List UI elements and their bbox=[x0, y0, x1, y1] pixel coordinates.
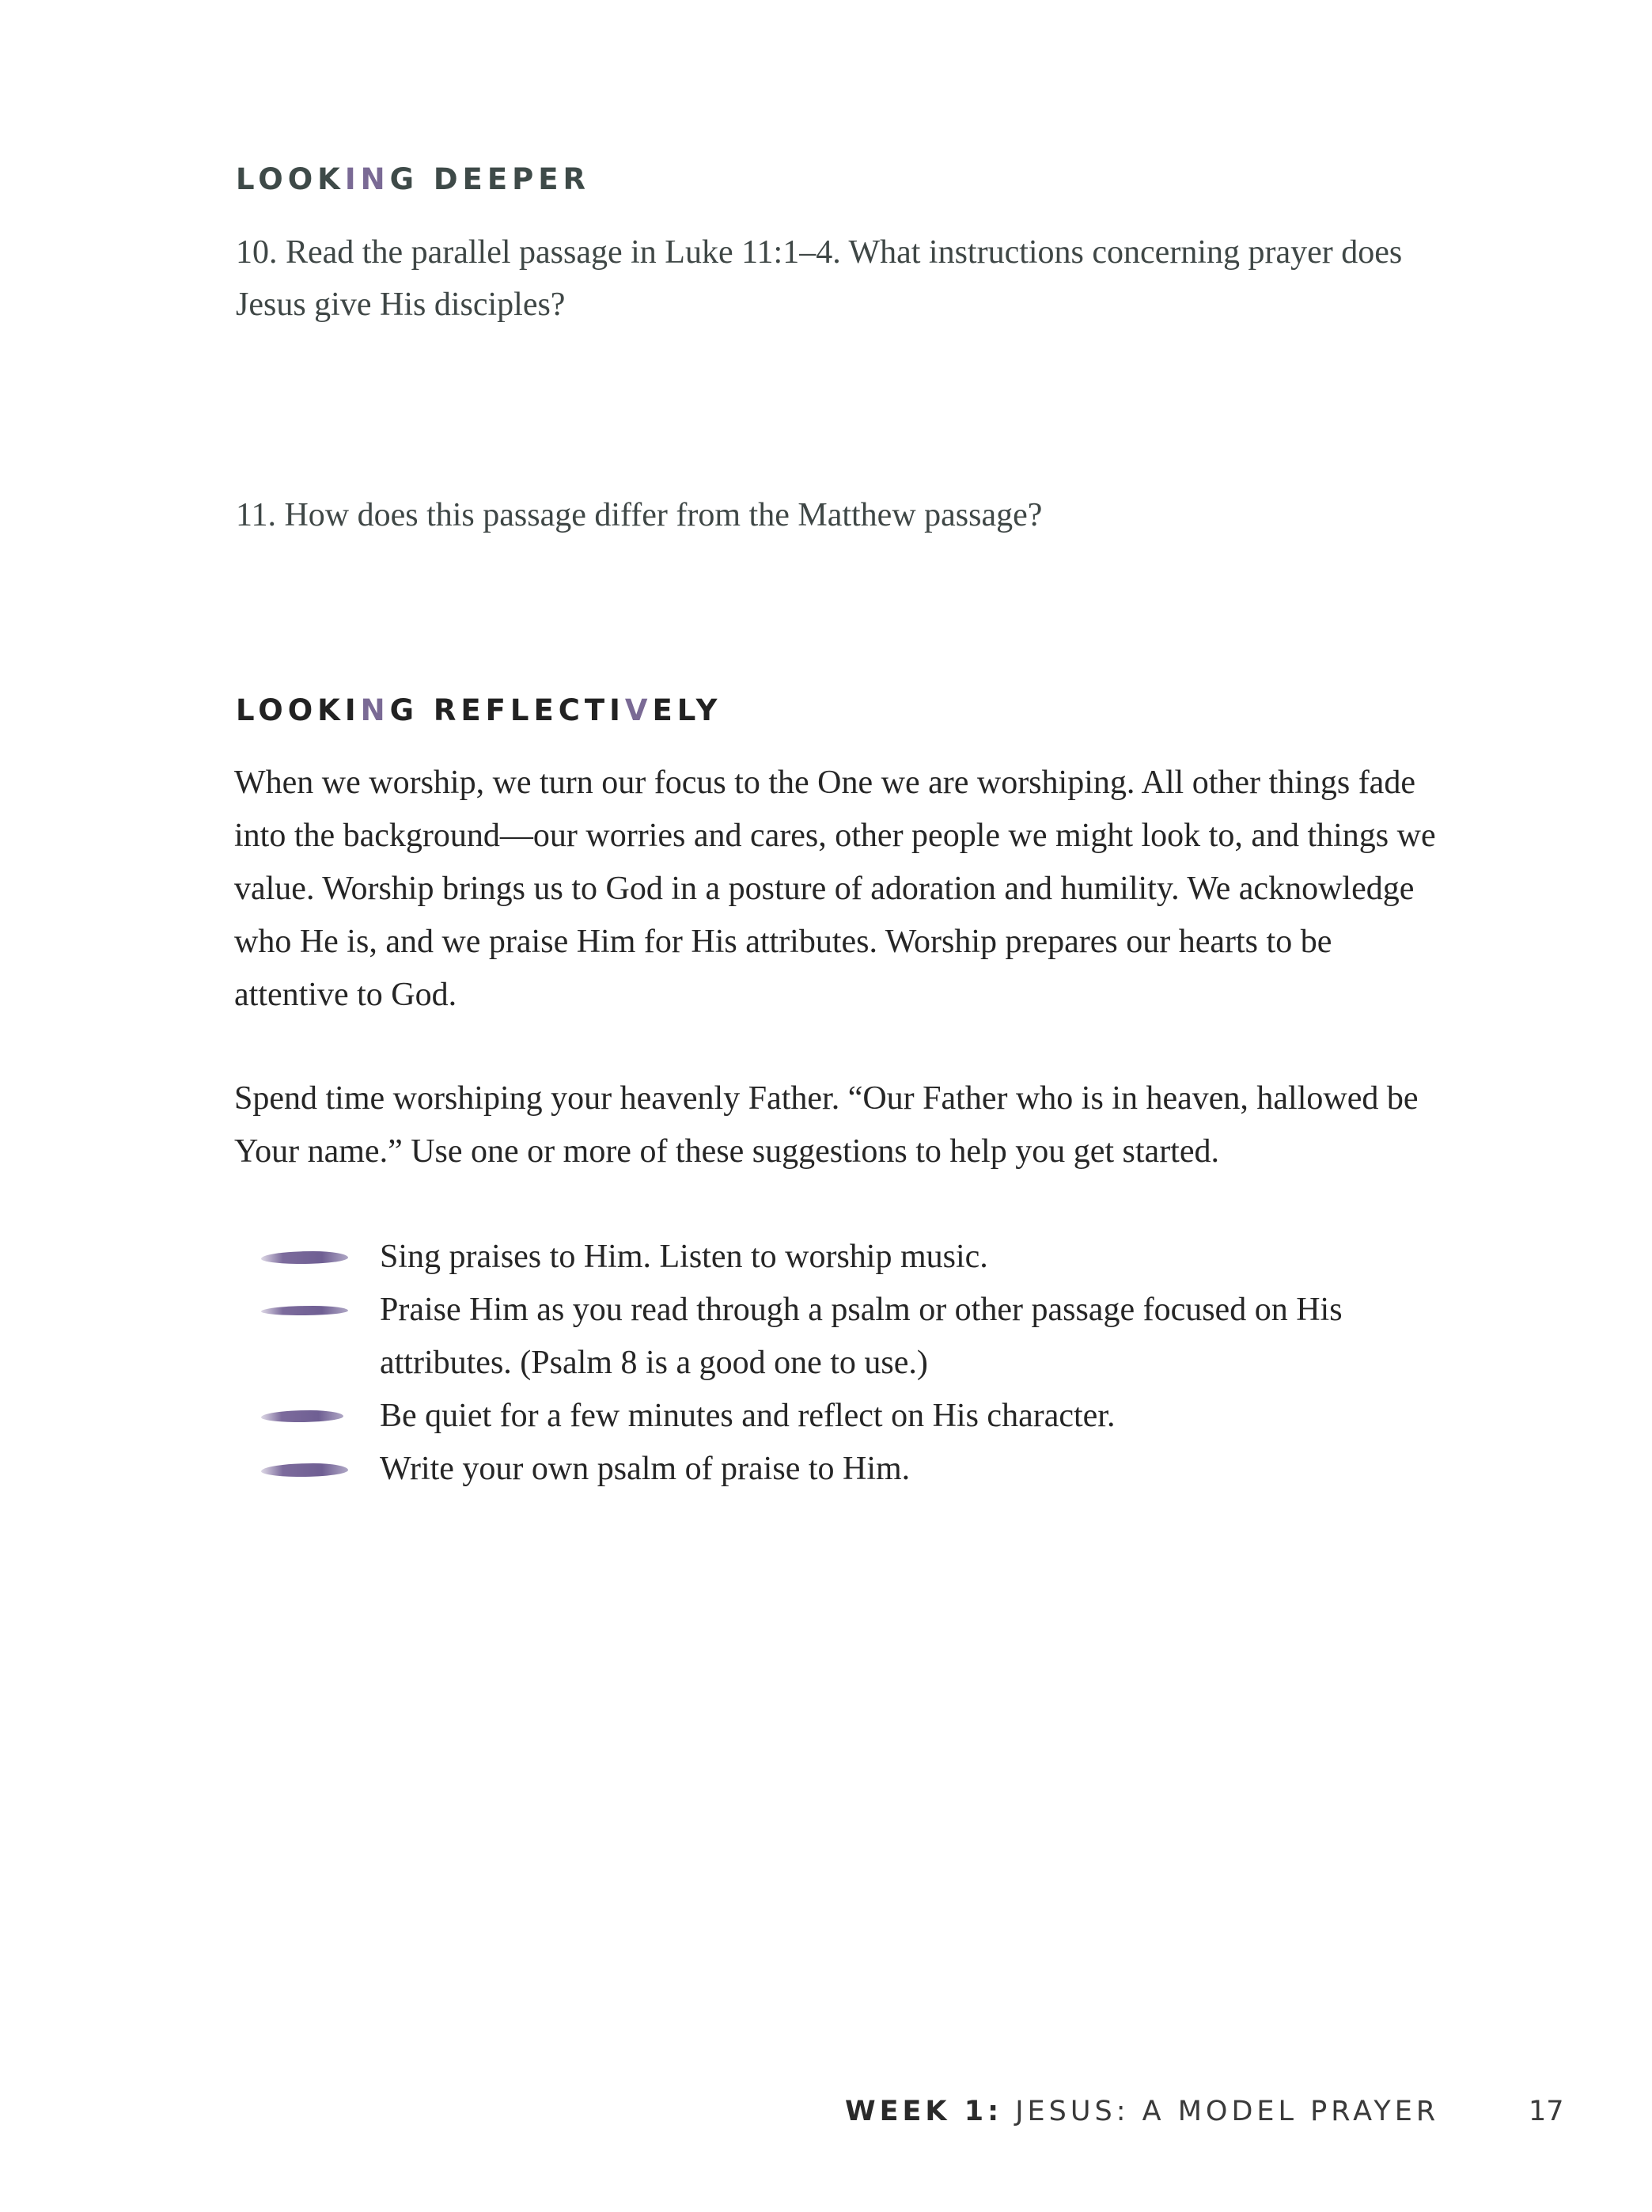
page-number: 17 bbox=[1529, 2096, 1564, 2127]
heading-accent-text: IN bbox=[344, 162, 390, 196]
list-item bbox=[261, 1284, 1448, 1390]
suggestion-text: Be quiet for a few minutes and reflect on His character. bbox=[380, 1398, 1116, 1434]
list-item bbox=[261, 1390, 1448, 1443]
running-footer bbox=[845, 2096, 1439, 2127]
worship-paragraph: When we worship, we turn our focus to the One we are worshiping. All other things fade into the background—our worries and cares, other people we might look to, and things we value. Worship brings us to God in a posture of adoration and humility. We acknowledge who He is, and we praise Him for His attributes. Worship prepares our hearts to be attentive to God. bbox=[234, 765, 1436, 1013]
instruction-paragraph: Spend time worshiping your heavenly Father. “Our Father who is in heaven, hallowed be Your name.” Use one or more of these suggestions to help you get started. bbox=[234, 1080, 1419, 1170]
heading-text: LOOK bbox=[236, 162, 345, 196]
heading-text: G REFLECTI bbox=[389, 693, 625, 727]
question-11: 11. How does this passage differ from the Matthew passage? bbox=[236, 497, 1043, 533]
heading-looking-deeper bbox=[236, 162, 590, 196]
brush-stroke-bullet-icon bbox=[261, 1410, 343, 1422]
heading-text: LOOKI bbox=[236, 693, 361, 727]
suggestion-text: Sing praises to Him. Listen to worship music. bbox=[380, 1239, 988, 1275]
heading-text: G DEEPER bbox=[389, 162, 590, 196]
heading-accent-text: V bbox=[624, 693, 653, 727]
suggestion-text: Write your own psalm of praise to Him. bbox=[380, 1451, 911, 1487]
brush-stroke-bullet-icon bbox=[261, 1251, 348, 1264]
brush-stroke-bullet-icon bbox=[261, 1306, 348, 1315]
list-item bbox=[261, 1231, 1448, 1284]
footer-week-label: WEEK 1: bbox=[845, 2096, 1003, 2127]
question-10: 10. Read the parallel passage in Luke 11:1–4. What instructions concerning prayer does Jesus give His disciples? bbox=[236, 234, 1403, 323]
list-item bbox=[261, 1443, 1448, 1496]
suggestion-list bbox=[261, 1231, 1448, 1496]
heading-looking-reflectively bbox=[236, 693, 722, 727]
brush-stroke-bullet-icon bbox=[261, 1463, 348, 1477]
heading-text: ELY bbox=[652, 693, 722, 727]
suggestion-text: Praise Him as you read through a psalm or other passage focused on His attributes. (Psalm 8 is a good one to use.) bbox=[380, 1292, 1343, 1381]
heading-accent-text: N bbox=[360, 693, 390, 727]
footer-title: JESUS: A MODEL PRAYER bbox=[1002, 2096, 1440, 2127]
